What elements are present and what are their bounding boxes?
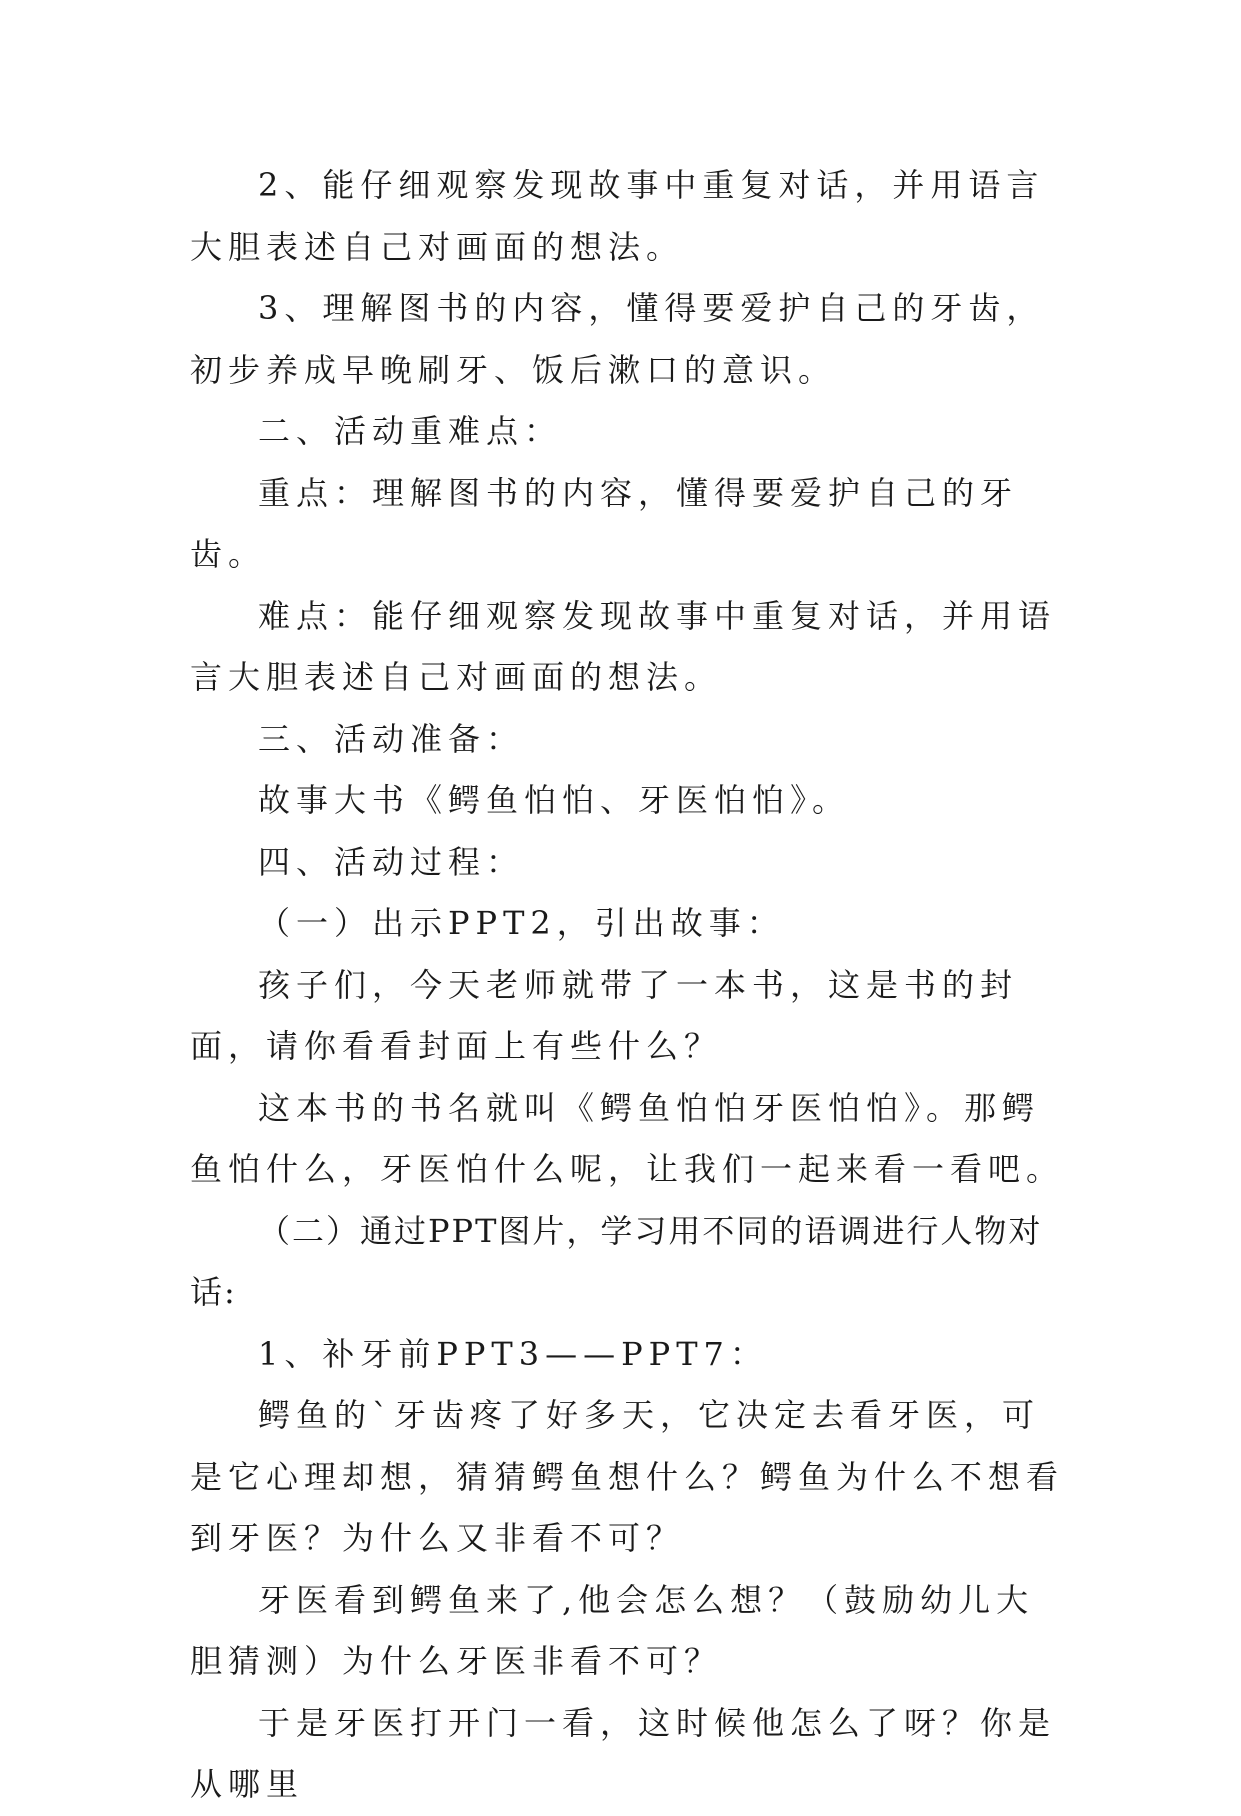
subheading-before-filling: 1、补牙前PPT3——PPT7： [258,1334,768,1373]
paragraph-book-title: 这本书的书名就叫《鳄鱼怕怕牙医怕怕》。那鳄鱼怕什么，牙医怕什么呢，让我们一起来看一看吧。 [190,1088,1065,1188]
paragraph-difficulty: 难点：能仔细观察发现故事中重复对话，并用语言大胆表述自己对画面的想法。 [190,596,1057,696]
paragraph-goal-3: 3、理解图书的内容，懂得要爱护自己的牙齿，初步养成早晚刷牙、饭后漱口的意识。 [190,289,1045,389]
paragraph-dentist-opens-door: 于是牙医打开门一看，这时候他怎么了呀？你是从哪里 [190,1703,1057,1803]
document-body [190,155,1065,1816]
paragraph-crocodile-thoughts: 鳄鱼的`牙齿疼了好多天，它决定去看牙医，可是它心理却想，猜猜鳄鱼想什么？鳄鱼为什么不想看到牙医？为什么又非看不可？ [190,1396,1065,1557]
heading-process: 四、活动过程： [258,842,525,881]
paragraph-goal-2: 2、能仔细观察发现故事中重复对话，并用语言大胆表述自己对画面的想法。 [190,166,1045,266]
subheading-step-1: （一）出示PPT2，引出故事： [258,904,785,942]
heading-key-points: 二、活动重难点： [258,412,563,450]
heading-preparation: 三、活动准备： [258,719,525,758]
paragraph-materials: 故事大书《鳄鱼怕怕、牙医怕怕》。 [258,781,851,819]
paragraph-dentist-thoughts: 牙医看到鳄鱼来了,他会怎么想？（鼓励幼儿大胆猜测）为什么牙医非看不可？ [190,1580,1035,1680]
paragraph-cover-question: 孩子们，今天老师就带了一本书，这是书的封面，请你看看封面上有些什么？ [190,965,1019,1065]
subheading-step-2: （二）通过PPT图片，学习用不同的语调进行人物对话: [190,1211,1043,1311]
paragraph-key-point: 重点：理解图书的内容，懂得要爱护自己的牙齿。 [190,473,1019,573]
